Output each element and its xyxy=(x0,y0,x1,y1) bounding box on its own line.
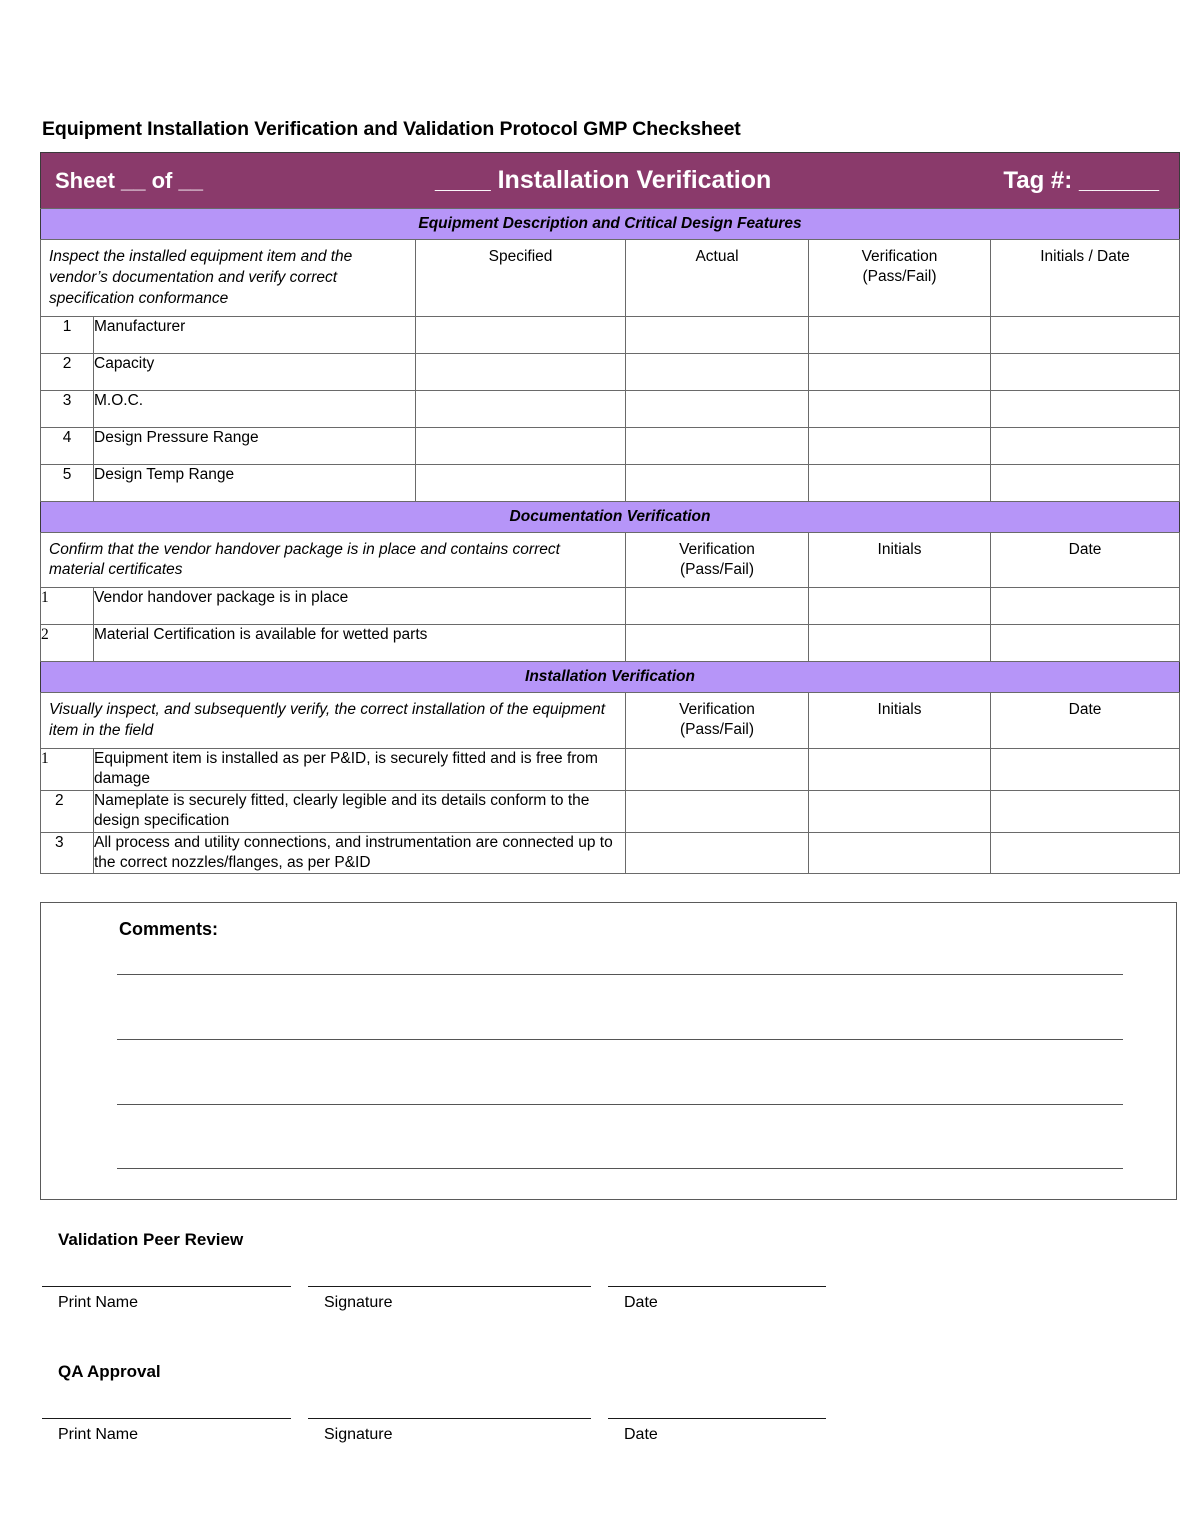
page-title: Equipment Installation Verification and Validation Protocol GMP Checksheet xyxy=(42,118,741,140)
row-number: 3 xyxy=(41,390,94,427)
field-caption: Print Name xyxy=(58,1294,139,1312)
qa-approval-date-field[interactable] xyxy=(608,1418,826,1444)
section1-col-verification-line1: Verification xyxy=(861,248,938,266)
cell-verification[interactable] xyxy=(626,832,809,874)
section2-col-date: Date xyxy=(991,532,1180,588)
row-number: 1 xyxy=(41,316,94,353)
row-number: 4 xyxy=(41,427,94,464)
section3-column-header-row xyxy=(41,693,1180,749)
sheet-header-band xyxy=(41,153,1180,209)
signoff-section xyxy=(40,1230,1163,1480)
cell-date[interactable] xyxy=(991,790,1180,832)
comments-rule-line xyxy=(117,1168,1123,1169)
row-item-label: Nameplate is securely fitted, clearly legible and its details conform to the design specification xyxy=(94,790,626,832)
table-row xyxy=(41,390,1180,427)
table-row xyxy=(41,588,1180,625)
section1-col-verification-line2: (Pass/Fail) xyxy=(862,268,937,286)
sheet-header-cell xyxy=(41,153,1180,209)
field-caption: Print Name xyxy=(58,1426,139,1444)
row-item-label: Manufacturer xyxy=(94,316,416,353)
row-item-label: Material Certification is available for wetted parts xyxy=(94,625,626,662)
peer-review-print-name-field[interactable] xyxy=(42,1286,291,1312)
row-item-label: M.O.C. xyxy=(94,390,416,427)
table-row xyxy=(41,748,1180,790)
section-band-label: Installation Verification xyxy=(41,662,1180,693)
section3-instruction: Visually inspect, and subsequently verify, the correct installation of the equipment item in the field xyxy=(41,693,626,749)
cell-initials-date[interactable] xyxy=(991,353,1180,390)
qa-approval-signature-field[interactable] xyxy=(308,1418,591,1444)
section1-col-verification xyxy=(809,240,991,316)
cell-actual[interactable] xyxy=(626,464,809,501)
cell-actual[interactable] xyxy=(626,427,809,464)
row-item-label: All process and utility connections, and instrumentation are connected up to the correct nozzles/flanges, as per P&ID xyxy=(94,832,626,874)
cell-specified[interactable] xyxy=(416,353,626,390)
table-row xyxy=(41,353,1180,390)
section2-col-verification-line1: Verification xyxy=(679,540,755,558)
sheet-number-label[interactable]: Sheet __ of __ xyxy=(55,167,203,193)
row-item-label: Vendor handover package is in place xyxy=(94,588,626,625)
cell-verification[interactable] xyxy=(809,353,991,390)
peer-review-heading: Validation Peer Review xyxy=(58,1230,244,1250)
peer-review-date-field[interactable] xyxy=(608,1286,826,1312)
cell-verification[interactable] xyxy=(626,588,809,625)
row-item-label: Design Temp Range xyxy=(94,464,416,501)
cell-verification[interactable] xyxy=(626,790,809,832)
table-row xyxy=(41,832,1180,874)
cell-verification[interactable] xyxy=(626,625,809,662)
field-caption: Date xyxy=(624,1426,658,1444)
field-caption: Signature xyxy=(324,1426,393,1444)
section-band-equipment-description xyxy=(41,209,1180,240)
section1-col-actual: Actual xyxy=(626,240,809,316)
section1-instruction: Inspect the installed equipment item and the vendor’s documentation and verify correct specification conformance xyxy=(41,240,416,316)
row-item-label: Equipment item is installed as per P&ID, is securely fitted and is free from damage xyxy=(94,748,626,790)
section3-col-date: Date xyxy=(991,693,1180,749)
cell-initials-date[interactable] xyxy=(991,390,1180,427)
cell-specified[interactable] xyxy=(416,390,626,427)
comments-rule-line xyxy=(117,1104,1123,1105)
row-item-label: Capacity xyxy=(94,353,416,390)
cell-actual[interactable] xyxy=(626,390,809,427)
cell-verification[interactable] xyxy=(809,464,991,501)
section-band-label: Documentation Verification xyxy=(41,501,1180,532)
section2-column-header-row xyxy=(41,532,1180,588)
comments-rule-line xyxy=(117,1039,1123,1040)
section3-col-initials: Initials xyxy=(809,693,991,749)
cell-specified[interactable] xyxy=(416,427,626,464)
section3-col-verification-line2: (Pass/Fail) xyxy=(679,721,755,739)
cell-verification[interactable] xyxy=(809,427,991,464)
field-caption: Signature xyxy=(324,1294,393,1312)
field-caption: Date xyxy=(624,1294,658,1312)
section2-instruction: Confirm that the vendor handover package is in place and contains correct material certificates xyxy=(41,532,626,588)
qa-approval-signature-row xyxy=(40,1418,1163,1480)
cell-initials-date[interactable] xyxy=(991,316,1180,353)
row-number: 5 xyxy=(41,464,94,501)
header-center-title: ____ Installation Verification xyxy=(435,166,772,195)
cell-initials[interactable] xyxy=(809,625,991,662)
section-band-documentation-verification xyxy=(41,501,1180,532)
cell-specified[interactable] xyxy=(416,464,626,501)
section-band-installation-verification xyxy=(41,662,1180,693)
cell-verification[interactable] xyxy=(809,390,991,427)
row-item-label: Design Pressure Range xyxy=(94,427,416,464)
comments-rule-line xyxy=(117,974,1123,975)
section3-col-verification xyxy=(626,693,809,749)
cell-date[interactable] xyxy=(991,588,1180,625)
comments-label: Comments: xyxy=(119,919,219,940)
cell-verification[interactable] xyxy=(809,316,991,353)
section3-col-verification-line1: Verification xyxy=(679,701,755,719)
section2-col-verification xyxy=(626,532,809,588)
tag-number-label[interactable]: Tag #: ______ xyxy=(1003,166,1160,194)
section2-col-initials: Initials xyxy=(809,532,991,588)
table-row xyxy=(41,427,1180,464)
table-row xyxy=(41,464,1180,501)
cell-actual[interactable] xyxy=(626,353,809,390)
cell-actual[interactable] xyxy=(626,316,809,353)
row-number: 2 xyxy=(41,790,94,832)
cell-initials[interactable] xyxy=(809,748,991,790)
qa-approval-print-name-field[interactable] xyxy=(42,1418,291,1444)
comments-box[interactable] xyxy=(40,902,1177,1200)
section1-col-specified: Specified xyxy=(416,240,626,316)
section2-col-verification-line2: (Pass/Fail) xyxy=(679,560,755,578)
table-row xyxy=(41,790,1180,832)
cell-date[interactable] xyxy=(991,832,1180,874)
row-number: 1 xyxy=(41,588,94,625)
table-row xyxy=(41,316,1180,353)
cell-initials-date[interactable] xyxy=(991,427,1180,464)
cell-date[interactable] xyxy=(991,625,1180,662)
cell-initials[interactable] xyxy=(809,790,991,832)
table-row xyxy=(41,625,1180,662)
cell-initials[interactable] xyxy=(809,832,991,874)
peer-review-signature-field[interactable] xyxy=(308,1286,591,1312)
row-number: 1 xyxy=(41,748,94,790)
qa-approval-heading: QA Approval xyxy=(58,1362,161,1382)
row-number: 2 xyxy=(41,353,94,390)
section-band-label: Equipment Description and Critical Design Features xyxy=(41,209,1180,240)
cell-initials-date[interactable] xyxy=(991,464,1180,501)
row-number: 3 xyxy=(41,832,94,874)
row-number: 2 xyxy=(41,625,94,662)
cell-initials[interactable] xyxy=(809,588,991,625)
protocol-table xyxy=(40,152,1180,874)
peer-review-signature-row xyxy=(40,1286,1163,1348)
section1-col-initials-date: Initials / Date xyxy=(991,240,1180,316)
cell-specified[interactable] xyxy=(416,316,626,353)
cell-date[interactable] xyxy=(991,748,1180,790)
section1-column-header-row xyxy=(41,240,1180,316)
cell-verification[interactable] xyxy=(626,748,809,790)
